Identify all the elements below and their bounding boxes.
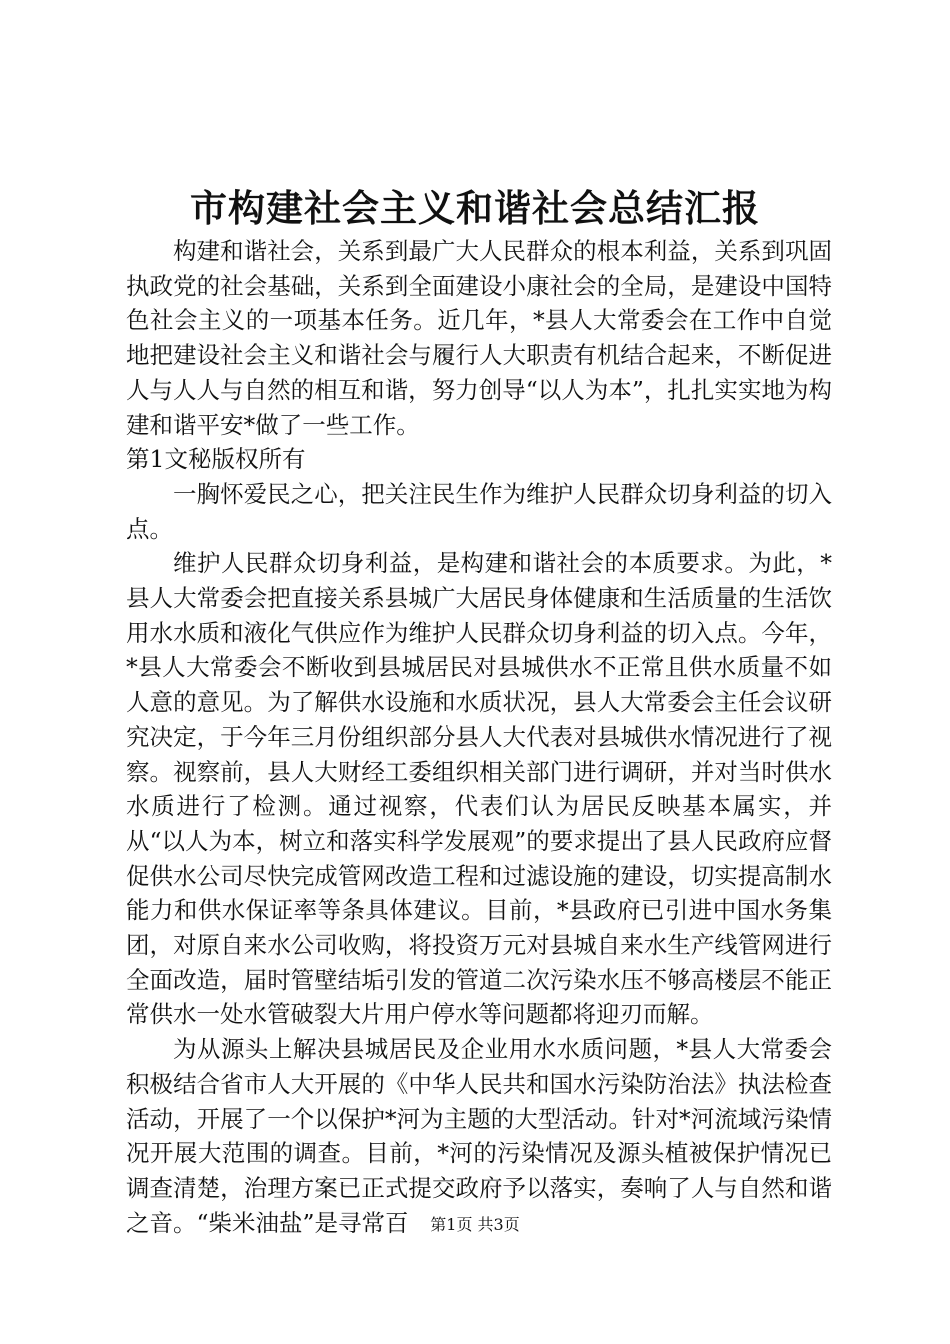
section-heading-1: 一胸怀爱民之心，把关注民生作为维护人民群众切身利益的切入点。 [126, 479, 832, 543]
copyright-line: 第1文秘版权所有 [126, 445, 306, 474]
paragraph-intro: 构建和谐社会，关系到最广大人民群众的根本利益，关系到巩固执政党的社会基础，关系到全面建设小康社会的全局，是建设中国特色社会主义的一项基本任务。近几年，*县人大常委会在工作中自觉地把建设社会主义和谐社会与履行人大职责有机结合起来，不断促进人与人人与自然的相互和谐，努力创导“以人为本”，扎扎实实地为构建和谐平安*做了一些工作。 [126, 237, 832, 439]
paragraph-water-source: 为从源头上解决县城居民及企业用水水质问题，*县人大常委会积极结合省市人大开展的《中华人民共和国水污染防治法》执法检查活动，开展了一个以保护*河为主题的大型活动。针对*河流域污染情况开展大范围的调查。目前，*河的污染情况及源头植被保护情况已调查清楚，治理方案已正式提交政府予以落实，奏响了人与自然和谐之音。“柴米油盐”是寻常百 [126, 1035, 832, 1237]
paragraph-water-supply: 维护人民群众切身利益，是构建和谐社会的本质要求。为此，*县人大常委会把直接关系县城广大居民身体健康和生活质量的生活饮用水水质和液化气供应作为维护人民群众切身利益的切入点。今年，*县人大常委会不断收到县城居民对县城供水不正常且供水质量不如人意的意见。为了解供水设施和水质状况，县人大常委会主任会议研究决定，于今年三月份组织部分县人大代表对县城供水情况进行了视察。视察前，县人大财经工委组织相关部门进行调研，并对当时供水水质进行了检测。通过视察，代表们认为居民反映基本属实，并从“以人为本，树立和落实科学发展观”的要求提出了县人民政府应督促供水公司尽快完成管网改造工程和过滤设施的建设，切实提高制水能力和供水保证率等条具体建议。目前，*县政府已引进中国水务集团，对原自来水公司收购，将投资万元对县城自来水生产线管网进行全面改造，届时管壁结垢引发的管道二次污染水压不够高楼层不能正常供水一处水管破裂大片用户停水等问题都将迎刃而解。 [126, 549, 832, 1029]
page-footer: 第1页 共3页 [430, 1215, 520, 1234]
document-title: 市构建社会主义和谐社会总结汇报 [190, 186, 760, 230]
document-body [126, 234, 832, 1240]
